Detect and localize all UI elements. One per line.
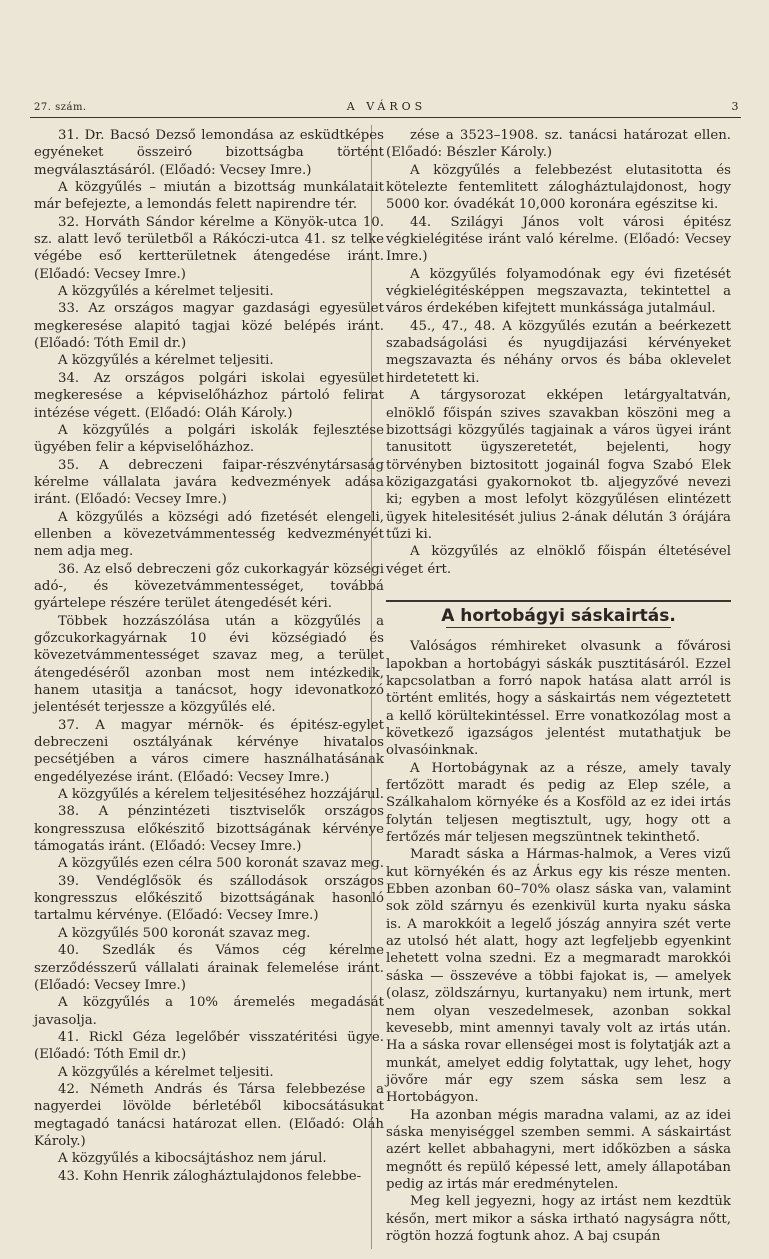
minutes-paragraph: A közgyűlés – miután a bizottság munkálatait már befejezte, a lemondás felett napirendre tér. [34,180,384,213]
minutes-paragraph: 41. Rickl Géza legelőbér visszatéritési ügye. (Előadó: Tóth Emil dr.) [34,1029,384,1063]
article-paragraph: Valóságos rémhireket olvasunk a fővárosi lapokban a hortobágyi sáskák pusztitásáról. Ezzel kapcsolatban a forró napok hatása alatt arról is történt emlités, hogy a sáskairtás nem végeztetett a kellő körültekintéssel. Erre vonatkozólag most a következő igazságos jelentést mutathatjuk be olvasóinknak. [386,639,731,759]
article-paragraph: Meg kell jegyezni, hogy az irtást nem kezdtük későn, mert mikor a sáska irtható nagyságra nőtt, rögtön hozzá fogtunk ahoz. A baj csupán [386,1194,731,1244]
minutes-paragraph: 31. Dr. Bacsó Dezső lemondása az esküdtképes egyéneket összeiró bizottságba történt megválasztásáról. (Előadó: Vecsey Imre.) [34,128,384,178]
page-number: 3 [731,100,739,113]
minutes-paragraph: 32. Horváth Sándor kérelme a Könyök-utca 10. sz. alatt levő területből a Rákóczi-utca 41. sz telke végébe eső kertterületnek átengedése iránt. (Előadó: Vecsey Imre.) [34,214,384,282]
minutes-paragraph: 34. Az országos polgári iskolai egyesület megkeresése a képviselőházhoz pártoló felirat intézése végett. (Előadó: Oláh Károly.) [34,370,384,421]
minutes-paragraph: A közgyűlés a kibocsájtáshoz nem járul. [58,1151,327,1167]
minutes-paragraph: A közgyűlés az elnöklő főispán éltetésével véget ért. [386,544,731,577]
minutes-paragraph: A közgyűlés a kérelem teljesitéséhez hozzájárul. [58,787,384,803]
article-paragraph: A Hortobágynak az a része, amely tavaly fertőzött maradt és pedig az Elep széle, a Szálkahalom környéke és a Kosföld az ez idei irtás folytán teljesen megtisztult, ugy, hogy ott a fertőzés már teljesen megszüntnek tekinthető. [386,760,731,846]
minutes-paragraph: A közgyűlés a községi adó fizetését elengeli, ellenben a kövezetvámmentesség kedvezményét nem adja meg. [34,509,384,560]
minutes-paragraph: A közgyűlés a felebbezést elutasitotta és kötelezte fentemlitett zálogháztulajdonost, hogy 5000 kor. óvadékát 10,000 koronára egészitse ki. [386,162,731,213]
article-paragraph: Maradt sáska a Hármas-halmok, a Veres vizű kut környékén és az Árkus egy kis része menten. Ebben azonban 60–70% olasz sáska van, valamint sok zöld szárnyu és ezenkivül kurta nyaku sáska is. A marokkóit a legelő jószág annyira szét verte az utolsó hét alatt, hogy azt legfeljebb egyenkint lehetett volna szedni. Ez a megmaradt marokkói sáska — összevéve a többi fajokat is, — amelyek (olasz, zöldszárnyu, kurtanyaku) nem irtunk, mert nem olyan veszedelmesek, azonban sokkal kevesebb, mint amennyi tavaly volt az irtás után. Ha a sáska rovar ellenségei most is folytatják azt a munkát, amelyet eddig folytattak, ugy lehet, hogy jövőre már egy szem sáska sem lesz a Hortobágyon. [386,847,731,1106]
minutes-paragraph: 35. A debreczeni faipar-részvénytársaság kérelme vállalata javára kedvezmények adása iránt. (Előadó: Vecsey Imre.) [34,457,384,508]
minutes-paragraph: A közgyűlés a 10% áremelés megadását javasolja. [34,995,384,1028]
article-body [386,638,731,1245]
minutes-paragraph: A közgyűlés a kérelmet teljesiti. [58,1064,274,1080]
minutes-paragraph: A közgyűlés a kérelmet teljesiti. [58,284,274,300]
minutes-paragraph: A közgyűlés a kérelmet teljesiti. [58,353,274,369]
minutes-paragraph: A közgyűlés ezen célra 500 koronát szavaz meg. [58,856,385,872]
minutes-paragraph: 45., 47., 48. A közgyűlés ezután a beérkezett szabadságolási és nyugdijazási kérvényeket megszavazta és néhány orvos és bába oklevelet hirdetetett ki. [386,318,731,386]
page-header [34,100,739,116]
minutes-paragraph: 39. Vendéglősök és szállodások országos kongresszus előkészitő bizottságának hasonló tartalmu kérvénye. (Előadó: Vecsey Imre.) [34,873,384,924]
article-title: A hortobágyi sáskairtás. [386,600,731,625]
minutes-paragraph: 40. Szedlák és Vámos cég kérelme szerződésszerű vállalati árainak felemelése iránt. (Előadó: Vecsey Imre.) [34,943,384,993]
header-rule [30,117,741,118]
minutes-paragraph: 33. Az országos magyar gazdasági egyesület megkeresése alapitó tagjai közé belépés iránt. (Előadó: Tóth Emil dr.) [34,301,384,352]
minutes-paragraph: 36. Az első debreczeni gőz cukorkagyár községi adó-, és kövezetvámmentességet, továbbá gyártelepe részére terület átengedését kéri. [34,561,384,612]
minutes-paragraph: 43. Kohn Henrik zálogháztulajdonos felebbe- [58,1168,362,1184]
minutes-paragraph: 42. Németh András és Társa felebbezése a nagyerdei lövölde bérletéből kibocsátásukat megtagadó tanácsi határozat ellen. (Előadó: Oláh Károly.) [34,1081,384,1149]
minutes-paragraph: 38. A pénzintézeti tisztviselők országos kongresszusa előkészitő bizottságának kérvénye támogatás iránt. (Előadó: Vecsey Imre.) [34,804,384,855]
minutes-paragraph: Többek hozzászólása után a közgyűlés a gőzcukorkagyárnak 10 évi községiadó és kövezetvámmentességet szavaz meg, a terület átengedéséről azonban most nem intézkedik, hanem utasitja a tanácsot, hogy idevonatkozó jelentését terjessze a közgyűlés elé. [34,613,384,716]
article-paragraph: Ha azonban mégis maradna valami, az az idei sáska menyiséggel szemben semmi. A sáskairtást azért kellet abbahagyni, mert időközben a sáska megnőtt és repülő képessé lett, amely állapotában pedig az irtás már eredménytelen. [386,1107,731,1192]
minutes-paragraph: A közgyűlés folyamodónak egy évi fizetését végkielégitésképpen megszavazta, tekintettel a város érdekében kifejtett munkássága jutalmául. [386,266,731,317]
minutes-continuation [386,127,731,578]
minutes-paragraph: 44. Szilágyi János volt városi épitész végkielégitése iránt való kérelme. (Előadó: Vecsey Imre.) [386,214,731,265]
publication-title: A VÁROS [346,100,427,113]
minutes-paragraph: zése a 3523–1908. sz. tanácsi határozat ellen. (Előadó: Bészler Károly.) [386,128,731,161]
minutes-paragraph: A közgyűlés 500 koronát szavaz meg. [58,925,311,941]
minutes-paragraph: A tárgysorozat ekképen letárgyaltatván, elnöklő főispán szives szavakban köszöni meg a bizottsági közgyűlés tagjainak a város ügyei iránt tanusitott ügyszeretetét, bejelenti, hogy törvényben biztositott jogainál fogva Szabó Elek közigazgatási gyakornokot tb. aljegyzővé nevezi ki; egyben a most lefolyt közgyűlésen elintézett ügyek hitelesitését julius 2-ának délután 3 órájára tűzi ki. [386,388,731,542]
minutes-paragraph: 37. A magyar mérnök- és épitész-egylet debreczeni osztályának kérvénye hivatalos pecsétjében a város cimere használhatásának engedélyezése iránt. (Előadó: Vecsey Imre.) [34,717,384,785]
issue-number: 27. szám. [34,102,87,113]
title-underline [446,627,671,628]
right-column [386,127,731,1259]
minutes-paragraph: A közgyűlés a polgári iskolák fejlesztése ügyében felir a képviselőházhoz. [34,422,384,456]
left-column [34,127,384,1259]
